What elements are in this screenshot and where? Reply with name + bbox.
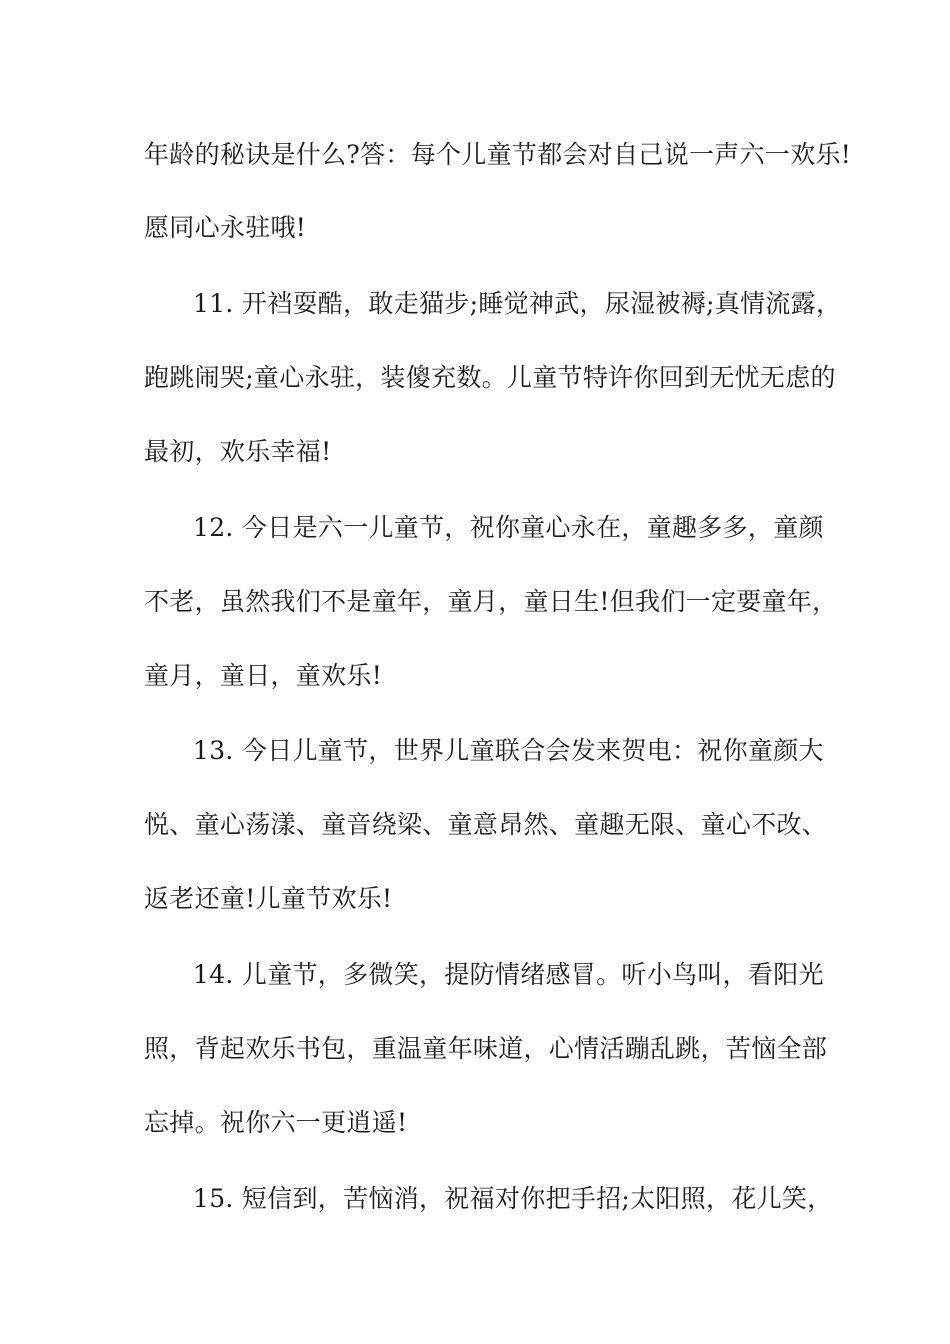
item-11-line-2: 跑跳闹哭;童心永驻，装傻充数。儿童节特许你回到无忧无虑的 <box>144 363 836 392</box>
item-13-line-2: 悦、童心荡漾、童音绕梁、童意昂然、童趣无限、童心不改、 <box>144 810 828 839</box>
text-line-2: 愿同心永驻哦! <box>144 213 307 242</box>
item-14-line-3: 忘掉。祝你六一更逍遥! <box>144 1108 408 1137</box>
item-15-line-1: 15. 短信到，苦恼消，祝福对你把手招;太阳照，花儿笑， <box>193 1184 833 1213</box>
item-14-line-2: 照，背起欢乐书包，重温童年味道，心情活蹦乱跳，苦恼全部 <box>144 1034 828 1063</box>
item-14-line-1: 14. 儿童节，多微笑，提防情绪感冒。听小鸟叫，看阳光 <box>193 960 824 989</box>
item-12-line-2: 不老，虽然我们不是童年，童月，童日生!但我们一定要童年， <box>144 587 838 616</box>
item-13-line-1: 13. 今日儿童节，世界儿童联合会发来贺电：祝你童颜大 <box>193 736 824 765</box>
item-11-line-1: 11. 开裆耍酷，敢走猫步;睡觉神武，尿湿被褥;真情流露， <box>193 289 842 318</box>
text-line-1: 年龄的秘诀是什么?答：每个儿童节都会对自己说一声六一欢乐! <box>144 140 852 169</box>
item-11-line-3: 最初，欢乐幸福! <box>144 437 332 466</box>
item-12-line-3: 童月，童日，童欢乐! <box>144 661 383 690</box>
item-12-line-1: 12. 今日是六一儿童节，祝你童心永在，童趣多多，童颜 <box>193 513 824 542</box>
item-13-line-3: 返老还童!儿童节欢乐! <box>144 884 393 913</box>
